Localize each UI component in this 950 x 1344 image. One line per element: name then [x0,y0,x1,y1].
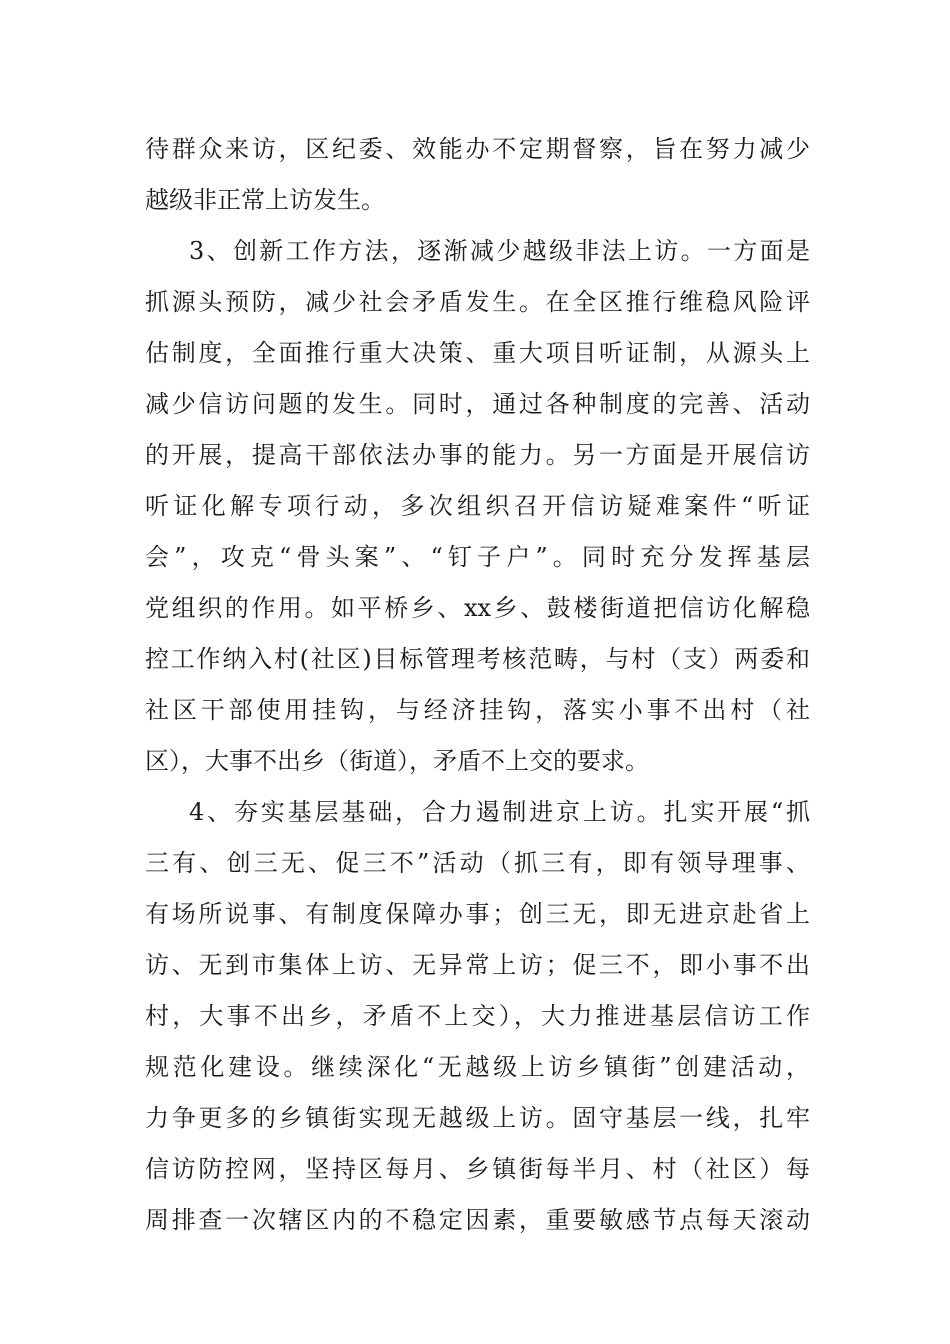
text-line: 党组织的作用。如平桥乡、xx乡、鼓楼街道把信访化解稳 [145,594,810,622]
text-line: 周排查一次辖区内的不稳定因素，重要敏感节点每天滚动 [145,1206,810,1234]
text-line: 越级非正常上访发生。 [145,186,385,214]
text-line: 社区干部使用挂钩，与经济挂钩，落实小事不出村（社 [145,696,810,724]
text-line: 减少信访问题的发生。同时，通过各种制度的完善、活动 [145,390,810,418]
text-line: 会”，攻克“骨头案”、“钉子户”。同时充分发挥基层 [145,543,810,571]
text-line: 有场所说事、有制度保障办事；创三无，即无进京赴省上 [145,900,810,928]
text-line: 三有、创三无、促三不”活动（抓三有，即有领导理事、 [145,849,810,877]
text-line: 规范化建设。继续深化“无越级上访乡镇街”创建活动， [145,1053,810,1081]
body-text [145,124,810,1246]
text-line: 抓源头预防，减少社会矛盾发生。在全区推行维稳风险评 [145,288,810,316]
text-line: 的开展，提高干部依法办事的能力。另一方面是开展信访 [145,441,810,469]
text-line: 区），大事不出乡（街道），矛盾不上交的要求。 [145,747,649,775]
text-line: 信访防控网，坚持区每月、乡镇街每半月、村（社区）每 [145,1155,810,1183]
text-line: 力争更多的乡镇街实现无越级上访。固守基层一线，扎牢 [145,1104,810,1132]
text-line: 待群众来访，区纪委、效能办不定期督察，旨在努力减少 [145,135,810,163]
text-line: 控工作纳入村(社区)目标管理考核范畴，与村（支）两委和 [145,645,810,673]
paragraph-4-start: 4、夯实基层基础，合力遏制进京上访。扎实开展“抓 [189,798,810,826]
text-line: 访、无到市集体上访、无异常上访；促三不，即小事不出 [145,951,810,979]
paragraph-3-start: 3、创新工作方法，逐渐减少越级非法上访。一方面是 [189,237,810,265]
text-line: 村，大事不出乡，矛盾不上交），大力推进基层信访工作 [145,1002,810,1030]
text-line: 估制度，全面推行重大决策、重大项目听证制，从源头上 [145,339,810,367]
text-line: 听证化解专项行动，多次组织召开信访疑难案件“听证 [145,492,810,520]
